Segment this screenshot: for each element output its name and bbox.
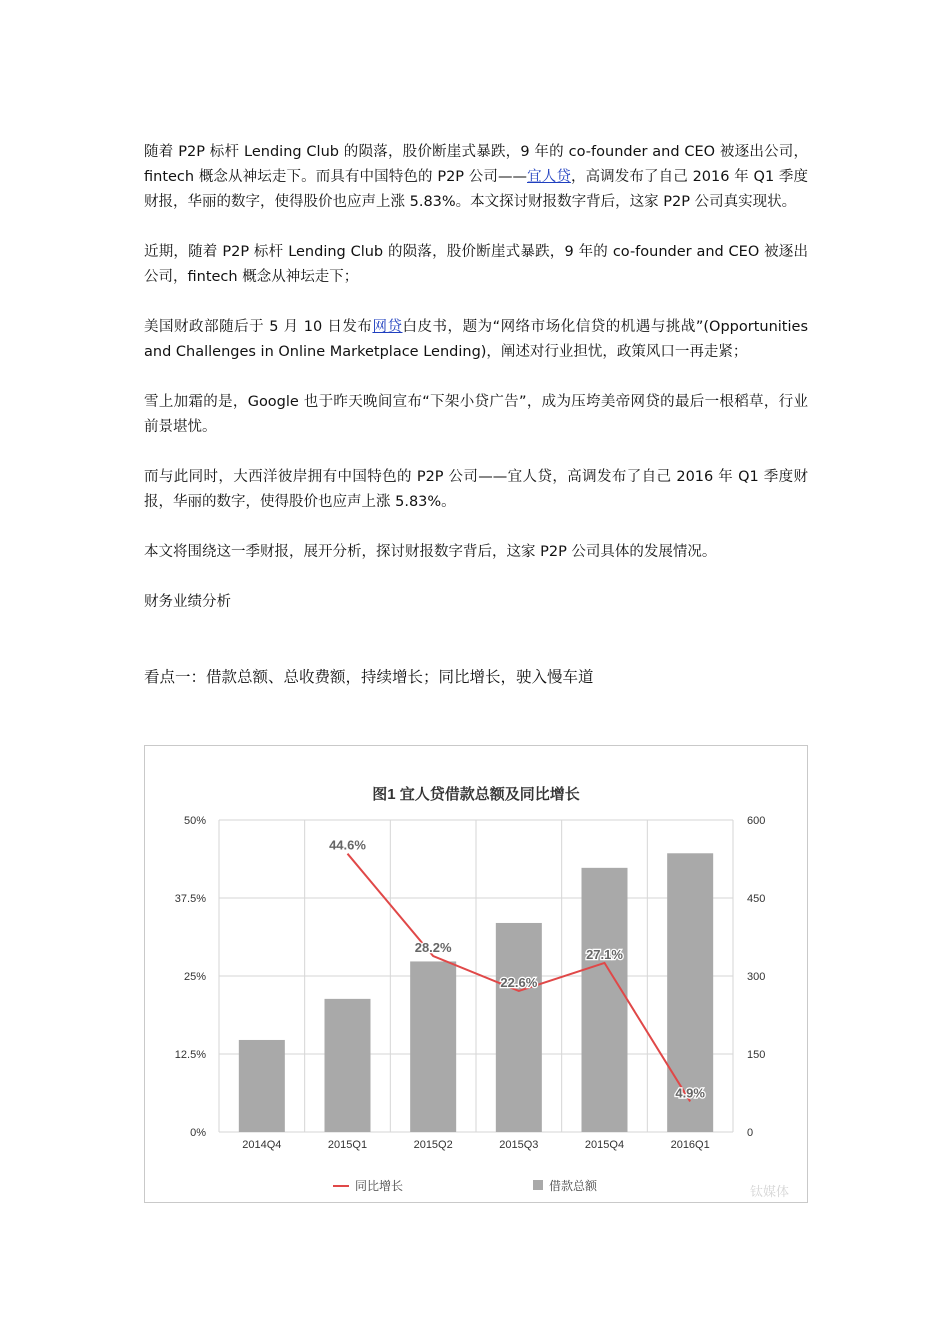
paragraph-4: 雪上加霜的是，Google 也于昨天晚间宣布“下架小贷广告”，成为压垮美帝网贷的最后一根稻草，行业前景堪忧。 bbox=[144, 394, 808, 435]
y-right-tick-label: 450 bbox=[747, 893, 766, 905]
chart-svg bbox=[145, 746, 807, 1202]
paragraph-3 bbox=[144, 315, 808, 365]
legend-bar-marker bbox=[533, 1180, 543, 1190]
x-tick-label: 2015Q4 bbox=[584, 1139, 625, 1151]
paragraph-5: 而与此同时，大西洋彼岸拥有中国特色的 P2P 公司——宜人贷，高调发布了自己 2016 年 Q1 季度财报，华丽的数字，使得股价也应声上涨 5.83%。 bbox=[144, 469, 808, 510]
y-right-tick-label: 150 bbox=[747, 1049, 766, 1061]
y-left-tick-label: 50% bbox=[183, 815, 206, 827]
y-right-tick-label: 0 bbox=[747, 1127, 754, 1139]
x-tick-label: 2015Q2 bbox=[413, 1139, 453, 1151]
bar-loan-total bbox=[410, 961, 456, 1132]
chart-figure bbox=[144, 745, 808, 1203]
data-label-yoy: 44.6% bbox=[329, 837, 366, 853]
paragraph-6: 本文将围绕这一季财报，展开分析，探讨财报数字背后，这家 P2P 公司具体的发展情况。 bbox=[144, 544, 717, 560]
article-body bbox=[144, 140, 808, 692]
data-label-yoy: 22.6% bbox=[500, 974, 538, 990]
y-left-tick-label: 25% bbox=[183, 971, 206, 983]
x-tick-label: 2015Q3 bbox=[499, 1139, 539, 1151]
paragraph-2: 近期，随着 P2P 标杆 Lending Club 的陨落，股价断崖式暴跌，9 年的 co-founder and CEO 被逐出公司，fintech 概念从神坛走下； bbox=[144, 244, 808, 285]
x-tick-label: 2016Q1 bbox=[670, 1139, 710, 1151]
data-label-yoy: 28.2% bbox=[414, 940, 452, 956]
chart-title: 图1 宜人贷借款总额及同比增长 bbox=[372, 786, 580, 803]
paragraph-text: ，高调发布了自己 2016 年 Q1 季度财报，华丽的数字，使得股价也应声上涨 5.83%。本文探讨财报数字背后，这家 P2P 公司真实现状。 bbox=[144, 169, 808, 210]
bar-loan-total bbox=[496, 923, 542, 1132]
y-left-tick-label: 37.5% bbox=[174, 893, 206, 905]
y-right-tick-label: 300 bbox=[747, 971, 766, 983]
bar-loan-total bbox=[582, 868, 628, 1132]
x-tick-label: 2014Q4 bbox=[242, 1139, 282, 1151]
bar-loan-total bbox=[325, 999, 371, 1132]
y-left-tick-label: 12.5% bbox=[174, 1049, 206, 1061]
y-left-tick-label: 0% bbox=[190, 1127, 206, 1139]
paragraph-text: 白皮书，题为“网络市场化信贷的机遇与挑战”(Opportunities and Challenges in Online Marketplace Lending)，阐述对行业担忧，政策风口一再走紧； bbox=[144, 319, 808, 360]
watermark-text: 钛媒体 bbox=[749, 1185, 789, 1200]
data-label-yoy: 27.1% bbox=[586, 946, 623, 962]
yirendai-link[interactable]: 宜人贷 bbox=[527, 169, 571, 185]
x-tick-label: 2015Q1 bbox=[327, 1139, 368, 1151]
y-right-tick-label: 600 bbox=[747, 815, 766, 827]
bar-loan-total bbox=[239, 1040, 285, 1132]
section-heading: 财务业绩分析 bbox=[144, 594, 231, 610]
wangdai-link[interactable]: 网贷 bbox=[372, 319, 403, 335]
legend-label-yoy: 同比增长 bbox=[355, 1179, 404, 1193]
data-label-yoy: 4.9% bbox=[675, 1085, 705, 1101]
legend-label-loan: 借款总额 bbox=[549, 1179, 598, 1193]
paragraph-text: 随着 P2P 标杆 Lending Club 的陨落，股价断崖式暴跌，9 年的 co-founder and CEO 被逐出公司，fintech 概念从神坛走下。而具有中国特色的 P2P 公司—— bbox=[144, 144, 808, 185]
highlight-title: 看点一：借款总额、总收费额，持续增长；同比增长，驶入慢车道 bbox=[144, 668, 594, 686]
paragraph-intro bbox=[144, 140, 808, 215]
paragraph-text: 美国财政部随后于 5 月 10 日发布 bbox=[144, 319, 373, 335]
